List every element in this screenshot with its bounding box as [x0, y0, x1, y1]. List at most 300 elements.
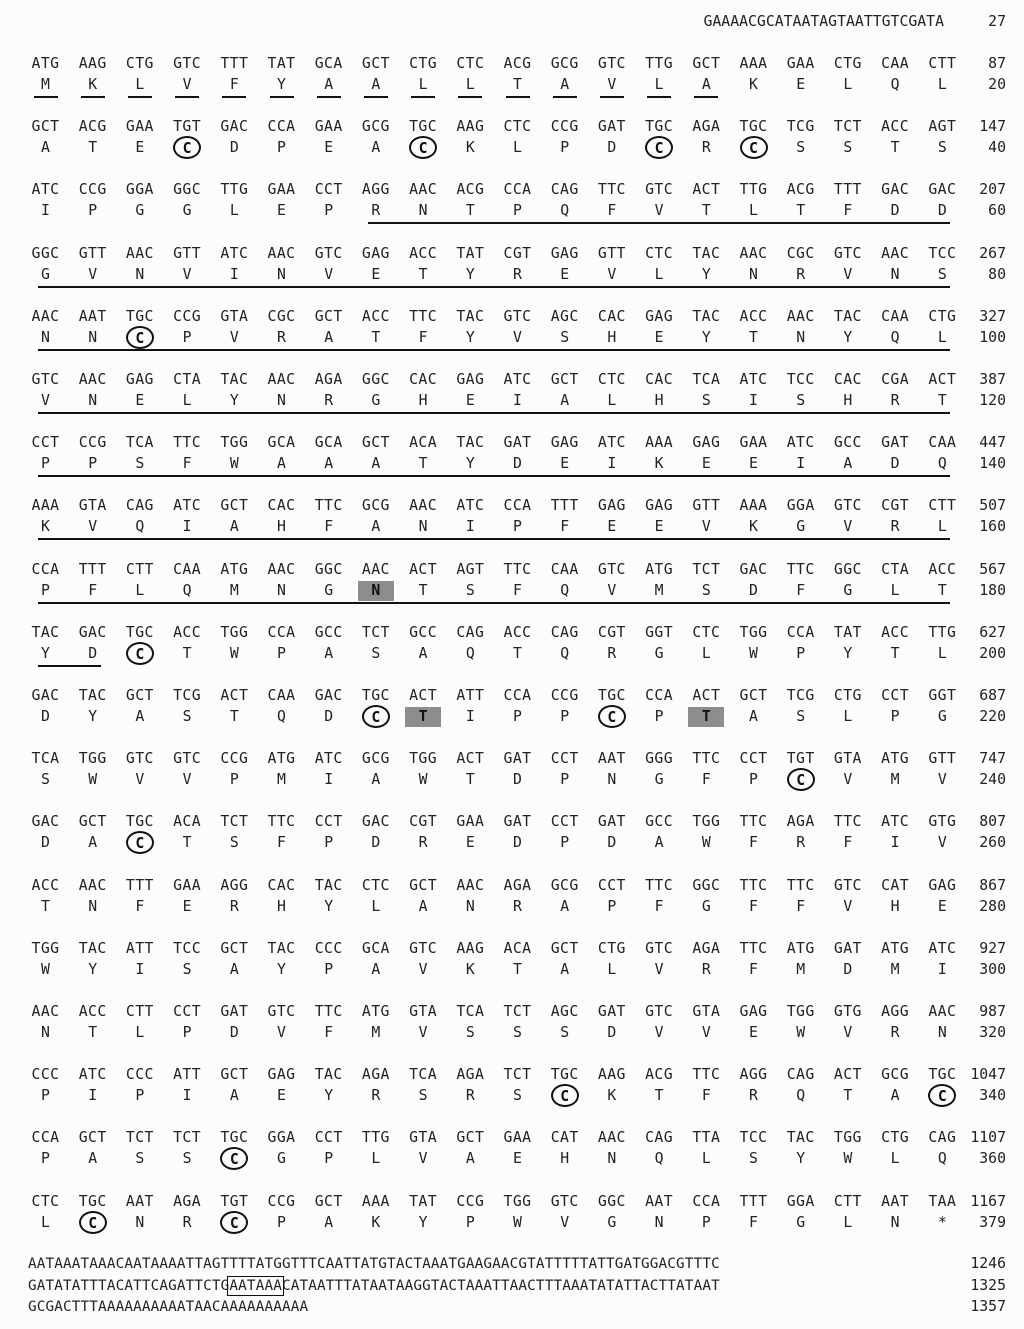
codon: GCT — [220, 939, 249, 957]
residue-position: 140 — [979, 455, 1006, 473]
nucleotide-line — [0, 623, 1024, 643]
codon: AGT — [928, 118, 957, 136]
amino-acid: L — [937, 328, 947, 346]
codon: CCT — [314, 813, 343, 831]
codon: AAA — [645, 434, 674, 452]
amino-acid: S — [937, 265, 947, 283]
amino-acid: L — [182, 392, 192, 409]
sequence-row — [0, 117, 1024, 161]
amino-acid: Y — [465, 265, 475, 283]
residue-position: 220 — [979, 708, 1006, 725]
amino-acid: A — [324, 644, 334, 662]
codon: ACC — [173, 623, 202, 641]
codon: CTA — [881, 560, 910, 578]
amino-acid: R — [229, 897, 239, 915]
codon: GGG — [645, 750, 674, 768]
codon: TTC — [692, 1066, 721, 1084]
amino-acid: E — [749, 1024, 758, 1041]
amino-acid: K — [749, 76, 758, 93]
codon: TCC — [928, 244, 957, 262]
amino-acid: P — [277, 644, 286, 662]
glycosylation-site-marker: N — [356, 581, 395, 601]
codon: CTG — [928, 307, 957, 325]
residue-position: 180 — [979, 581, 1006, 599]
amino-acid: T — [890, 139, 900, 157]
codon: TAT — [267, 55, 296, 72]
amino-acid: T — [418, 455, 428, 473]
amino-acid: A — [371, 76, 381, 93]
codon: TGG — [220, 623, 249, 641]
codon: CAA — [928, 434, 957, 452]
amino-acid: Y — [41, 644, 50, 662]
amino-acid-line — [0, 138, 1024, 158]
codon: ACG — [645, 1066, 674, 1084]
amino-acid: D — [749, 581, 758, 599]
amino-acid: N — [41, 1024, 50, 1041]
amino-acid: V — [843, 1024, 853, 1041]
codon: CTC — [31, 1192, 60, 1210]
codon: AAT — [645, 1192, 674, 1210]
nucleotide-line — [0, 307, 1024, 327]
codon: GAG — [739, 1003, 768, 1020]
codon: CAG — [456, 623, 485, 641]
amino-acid: T — [41, 897, 50, 915]
amino-acid: F — [229, 76, 239, 93]
utr3-sequence: GCGACTTTAAAAAAAAAATAACAAAAAAAAAA — [28, 1299, 309, 1315]
codon: GGC — [314, 560, 343, 578]
amino-acid: F — [182, 455, 192, 473]
amino-acid: G — [41, 265, 50, 283]
domain-underline — [38, 602, 951, 604]
amino-acid: L — [135, 581, 145, 599]
amino-acid: P — [182, 1024, 192, 1041]
codon: GGT — [928, 687, 957, 704]
amino-acid: T — [890, 644, 900, 662]
amino-acid: W — [88, 771, 98, 789]
codon: GCT — [78, 1129, 107, 1147]
nucleotide-position: 1107 — [970, 1129, 1006, 1147]
amino-acid: P — [560, 139, 570, 157]
amino-acid: L — [890, 1150, 900, 1168]
codon: ACG — [503, 55, 532, 72]
amino-acid-line — [0, 75, 1024, 95]
amino-acid: L — [701, 1150, 711, 1168]
codon: GTC — [125, 750, 154, 768]
cysteine-circle-marker: C — [215, 1149, 254, 1170]
codon: TAT — [456, 244, 485, 262]
amino-acid: A — [371, 518, 381, 536]
codon: TAC — [786, 1129, 815, 1147]
amino-acid: Q — [465, 644, 475, 662]
codon: GTC — [833, 497, 862, 515]
codon: CAG — [125, 497, 154, 515]
amino-acid: R — [418, 834, 428, 852]
amino-acid: H — [277, 897, 286, 915]
nucleotide-line — [0, 1065, 1024, 1085]
codon: AAT — [78, 307, 107, 325]
codon: AGT — [456, 560, 485, 578]
codon: GTC — [173, 55, 202, 72]
codon: GTC — [409, 939, 438, 957]
residue-position: 300 — [979, 960, 1006, 978]
codon: TTC — [833, 813, 862, 831]
glycosylation-site-marker: T — [687, 707, 726, 727]
amino-acid: A — [277, 455, 286, 473]
utr5-line — [0, 12, 1024, 32]
amino-acid: V — [701, 518, 711, 536]
amino-acid: K — [749, 518, 758, 536]
codon: AAC — [125, 244, 154, 262]
codon: ATC — [881, 813, 910, 831]
amino-acid: R — [465, 1087, 475, 1105]
amino-acid: P — [607, 897, 617, 915]
amino-acid: L — [513, 139, 522, 157]
amino-acid: A — [560, 392, 570, 409]
codon: ACC — [503, 623, 532, 641]
amino-acid: A — [560, 960, 570, 978]
codon: AGA — [456, 1066, 485, 1084]
codon: TCT — [503, 1003, 532, 1020]
codon: ATC — [220, 244, 249, 262]
sequence-row — [0, 1065, 1024, 1109]
amino-acid: F — [749, 834, 758, 852]
amino-acid: E — [135, 392, 145, 409]
nucleotide-line — [0, 244, 1024, 264]
utr3-position: 1246 — [970, 1255, 1006, 1272]
codon: GGA — [786, 497, 815, 515]
amino-acid: E — [749, 455, 758, 473]
codon: TAA — [928, 1192, 957, 1210]
codon: AGG — [361, 181, 390, 199]
codon: GTA — [78, 497, 107, 515]
signal-peptide-underline — [411, 96, 435, 98]
codon: ATG — [881, 939, 910, 957]
amino-acid: Q — [135, 518, 145, 536]
codon: TCG — [786, 687, 815, 704]
codon: TAC — [267, 939, 296, 957]
nucleotide-line — [0, 370, 1024, 390]
nucleotide-line — [0, 117, 1024, 137]
amino-acid: N — [418, 518, 428, 536]
codon: CCA — [31, 560, 60, 578]
nucleotide-position: 987 — [979, 1003, 1006, 1020]
codon: ACT — [409, 560, 438, 578]
codon: CCG — [267, 1192, 296, 1210]
amino-acid: P — [749, 771, 758, 789]
codon: TTC — [267, 813, 296, 831]
amino-acid: G — [937, 708, 947, 725]
codon: TCT — [125, 1129, 154, 1147]
codon: AGA — [314, 371, 343, 388]
codon: TTC — [739, 939, 768, 957]
amino-acid: T — [513, 76, 522, 93]
amino-acid: E — [277, 1087, 286, 1105]
codon: TGC — [361, 687, 390, 704]
amino-acid: L — [890, 581, 900, 599]
sequence-row — [0, 54, 1024, 98]
codon: ACG — [786, 181, 815, 199]
amino-acid: S — [701, 581, 711, 599]
codon: GCT — [220, 497, 249, 515]
amino-acid: S — [465, 1024, 475, 1041]
codon: CTA — [173, 371, 202, 388]
codon: CCG — [173, 307, 202, 325]
codon: TCC — [786, 371, 815, 388]
codon: GAC — [314, 687, 343, 704]
amino-acid: Q — [890, 328, 900, 346]
amino-acid: A — [324, 76, 334, 93]
codon: TCT — [692, 560, 721, 578]
signal-peptide-underline — [317, 96, 341, 98]
amino-acid-line — [0, 1213, 1024, 1233]
codon: GAG — [456, 371, 485, 388]
amino-acid: V — [324, 265, 334, 283]
amino-acid: T — [418, 265, 428, 283]
amino-acid: W — [749, 644, 758, 662]
domain-underline — [38, 412, 951, 414]
amino-acid: V — [843, 897, 853, 915]
codon: GCT — [361, 434, 390, 452]
amino-acid: T — [701, 202, 711, 220]
domain-underline — [38, 475, 951, 477]
codon: ATG — [220, 560, 249, 578]
amino-acid: E — [465, 392, 475, 409]
amino-acid: N — [277, 392, 286, 409]
nucleotide-position: 267 — [979, 244, 1006, 262]
codon: CAG — [550, 623, 579, 641]
codon: AAC — [78, 876, 107, 894]
codon: GGC — [833, 560, 862, 578]
amino-acid: E — [182, 897, 192, 915]
amino-acid: Y — [324, 897, 334, 915]
residue-position: 80 — [988, 265, 1006, 283]
amino-acid: A — [749, 708, 758, 725]
codon: TCA — [456, 1003, 485, 1020]
amino-acid: L — [135, 1024, 145, 1041]
amino-acid: F — [324, 518, 334, 536]
codon: CTG — [597, 939, 626, 957]
codon: TGT — [220, 1192, 249, 1210]
utr3-position: 1325 — [970, 1277, 1006, 1294]
codon: GCG — [550, 876, 579, 894]
amino-acid: S — [796, 392, 806, 409]
codon: GAT — [833, 939, 862, 957]
signal-peptide-underline — [81, 96, 105, 98]
codon: GGC — [31, 244, 60, 262]
residue-position: 280 — [979, 897, 1006, 915]
amino-acid: A — [560, 76, 570, 93]
nucleotide-position: 507 — [979, 497, 1006, 515]
amino-acid: L — [607, 960, 617, 978]
amino-acid: W — [701, 834, 711, 852]
amino-acid: D — [607, 834, 617, 852]
amino-acid-line — [0, 770, 1024, 790]
codon: GGC — [173, 181, 202, 199]
amino-acid: T — [513, 960, 522, 978]
codon: TTT — [550, 497, 579, 515]
codon: TGG — [833, 1129, 862, 1147]
codon: ATC — [31, 181, 60, 199]
amino-acid: T — [843, 1087, 853, 1105]
codon: GTC — [173, 750, 202, 768]
codon: AAT — [125, 1192, 154, 1210]
codon: CAC — [267, 497, 296, 515]
signal-peptide-underline — [175, 96, 199, 98]
codon: GTG — [928, 813, 957, 831]
codon: AAT — [597, 750, 626, 768]
amino-acid: N — [607, 1150, 617, 1168]
codon: GCT — [78, 813, 107, 831]
amino-acid: F — [796, 897, 806, 915]
codon: GCG — [881, 1066, 910, 1084]
codon: GCG — [361, 750, 390, 768]
codon: AAC — [456, 876, 485, 894]
codon: CAC — [597, 307, 626, 325]
amino-acid: Y — [88, 708, 98, 725]
codon: TGC — [928, 1066, 957, 1084]
residue-position: 60 — [988, 202, 1006, 220]
codon: GCC — [833, 434, 862, 452]
codon: CAA — [881, 55, 910, 72]
amino-acid: L — [843, 76, 853, 93]
amino-acid: S — [465, 581, 475, 599]
cysteine-circle-marker: C — [168, 138, 207, 159]
codon: CCA — [267, 118, 296, 136]
amino-acid: T — [182, 834, 192, 852]
amino-acid: L — [654, 76, 664, 93]
amino-acid: L — [937, 644, 947, 662]
amino-acid: K — [607, 1087, 617, 1105]
codon: CGC — [786, 244, 815, 262]
codon: CGT — [597, 623, 626, 641]
amino-acid: G — [796, 518, 806, 536]
codon: GAG — [645, 307, 674, 325]
codon: GTT — [173, 244, 202, 262]
amino-acid: V — [937, 771, 947, 789]
codon: TTC — [409, 307, 438, 325]
codon: ACT — [928, 371, 957, 388]
amino-acid: Y — [277, 960, 286, 978]
amino-acid: * — [937, 1213, 947, 1231]
amino-acid: S — [796, 708, 806, 725]
codon: CTT — [833, 1192, 862, 1210]
codon: TTC — [314, 497, 343, 515]
amino-acid-line — [0, 960, 1024, 980]
codon: TGC — [220, 1129, 249, 1147]
amino-acid: F — [88, 581, 98, 599]
amino-acid: N — [277, 265, 286, 283]
codon: AAC — [31, 1003, 60, 1020]
amino-acid: L — [937, 518, 947, 536]
utr3-sequence: GATATATTTACATTCAGATTCTGAATAAACATAATTTATAATAAGGTACTAAATTAACTTTAAATATATTACTTATAAT — [28, 1278, 720, 1294]
amino-acid: G — [796, 1213, 806, 1231]
amino-acid: S — [135, 455, 145, 473]
signal-peptide-underline — [647, 96, 671, 98]
codon: CCT — [173, 1003, 202, 1020]
codon: GAC — [739, 560, 768, 578]
amino-acid: P — [324, 960, 334, 978]
amino-acid: E — [560, 265, 570, 283]
sequence-row — [0, 307, 1024, 351]
codon: AAC — [267, 371, 296, 388]
codon: TAC — [78, 939, 107, 957]
sequence-row — [0, 496, 1024, 540]
codon: GCC — [314, 623, 343, 641]
amino-acid: M — [229, 581, 239, 599]
codon: ACA — [503, 939, 532, 957]
amino-acid: A — [41, 139, 50, 157]
amino-acid: D — [513, 455, 522, 473]
amino-acid: D — [229, 1024, 239, 1041]
amino-acid: N — [135, 1213, 145, 1231]
codon: CCA — [503, 687, 532, 704]
codon: AAC — [786, 307, 815, 325]
nucleotide-line — [0, 54, 1024, 74]
codon: ACT — [833, 1066, 862, 1084]
amino-acid: M — [796, 960, 806, 978]
amino-acid: R — [749, 1087, 758, 1105]
utr3-line — [0, 1297, 1024, 1317]
codon: GTC — [267, 1003, 296, 1020]
codon: TGG — [692, 813, 721, 831]
codon: ATT — [456, 687, 485, 704]
codon: AGA — [692, 939, 721, 957]
codon: TGG — [503, 1192, 532, 1210]
codon: ACT — [692, 181, 721, 199]
codon: AAT — [881, 1192, 910, 1210]
amino-acid: P — [560, 771, 570, 789]
amino-acid: S — [41, 771, 50, 789]
amino-acid: D — [88, 644, 98, 662]
sequence-row — [0, 370, 1024, 414]
codon: TTC — [692, 750, 721, 768]
codon: ATC — [503, 371, 532, 388]
codon: GTC — [314, 244, 343, 262]
codon: TAC — [833, 307, 862, 325]
amino-acid: F — [513, 581, 522, 599]
amino-acid: S — [418, 1087, 428, 1105]
codon: CCA — [503, 181, 532, 199]
codon: GCA — [314, 55, 343, 72]
residue-position: 160 — [979, 518, 1006, 536]
codon: AAA — [31, 497, 60, 515]
utr3-sequence: AATAAATAAACAATAAAATTAGTTTTATGGTTTCAATTATGTACTAAATGAAGAACGTATTTTTATTGATGGACGTTTC — [28, 1256, 720, 1272]
amino-acid: D — [41, 708, 50, 725]
amino-acid: P — [41, 581, 50, 599]
amino-acid: P — [701, 1213, 711, 1231]
codon: ATG — [786, 939, 815, 957]
amino-acid: Q — [937, 1150, 947, 1168]
amino-acid: L — [465, 76, 475, 93]
amino-acid-line — [0, 517, 1024, 537]
codon: GCT — [31, 118, 60, 136]
codon: CCA — [692, 1192, 721, 1210]
sequence-row — [0, 1128, 1024, 1172]
amino-acid: K — [371, 1213, 381, 1231]
amino-acid: V — [607, 265, 617, 283]
amino-acid: E — [465, 834, 475, 852]
codon: GTC — [645, 939, 674, 957]
nucleotide-line — [0, 433, 1024, 453]
amino-acid: A — [371, 771, 381, 789]
codon: TTC — [173, 434, 202, 452]
codon: TTC — [739, 813, 768, 831]
amino-acid: S — [796, 139, 806, 157]
amino-acid: N — [88, 897, 98, 915]
signal-peptide-underline — [128, 96, 152, 98]
domain-underline — [38, 349, 951, 351]
amino-acid: R — [890, 392, 900, 409]
